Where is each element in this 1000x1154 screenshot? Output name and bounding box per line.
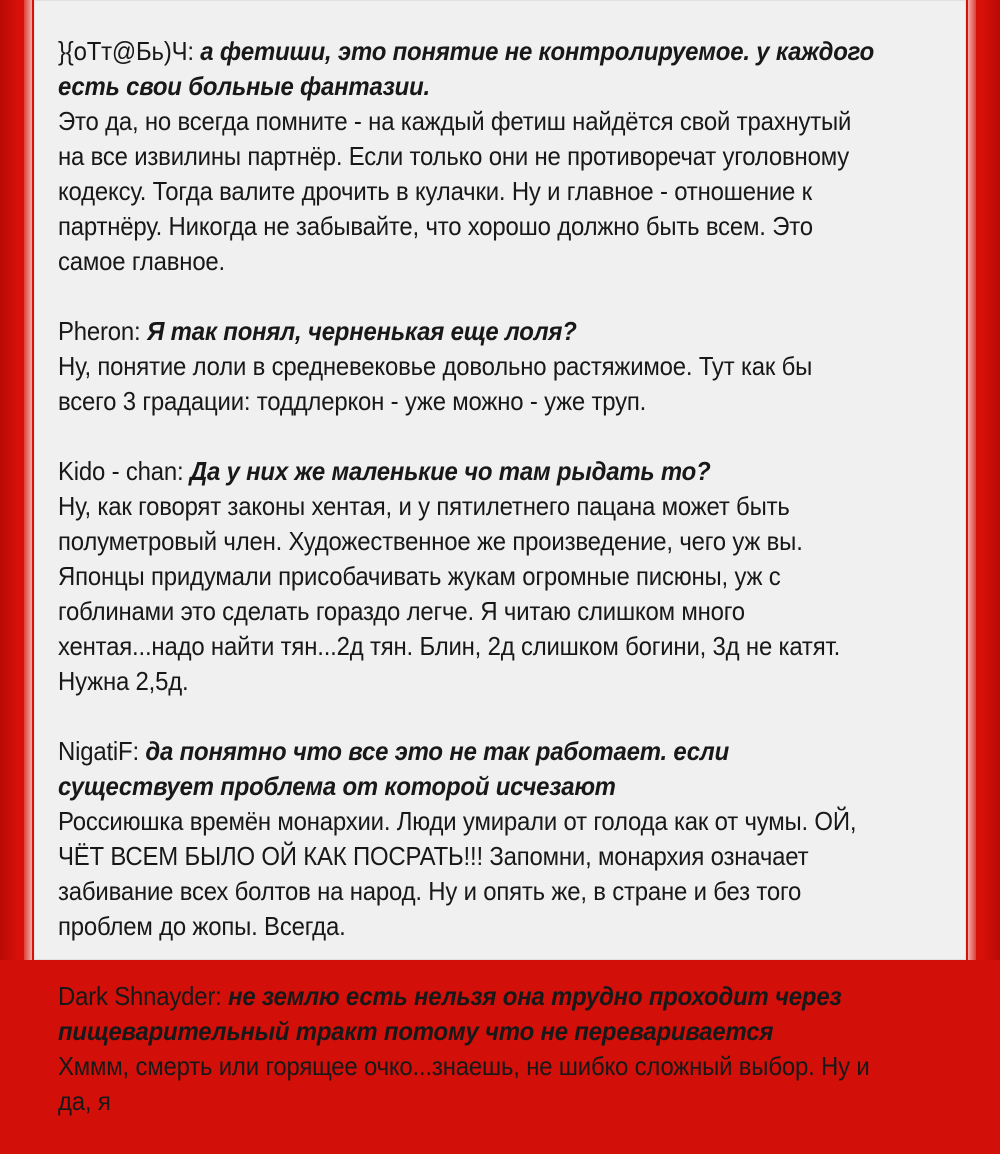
quoted-text: Я так понял, черненькая еще лоля? [146, 316, 577, 346]
comment-entry-4 [58, 734, 877, 944]
quoted-comment-4 [58, 734, 877, 804]
quoted-comment-5 [58, 979, 877, 1049]
comment-entry-5 [58, 979, 877, 1119]
comment-entry-3 [58, 454, 877, 699]
comment-author: Kido - chan: [58, 456, 184, 486]
quoted-text: да понятно что все это не так работает. если существует проблема от которой исчезают [58, 736, 730, 801]
text-panel [34, 0, 966, 1116]
comment-thread [58, 34, 877, 1154]
quoted-text: а фетиши, это понятие не контролируемое. у каждого есть свои больные фантазии. [58, 36, 875, 101]
reply-text: Ну, как говорят законы хентая, и у пятилетнего пацана может быть полуметровый член. Художественное же произведение, чего уж вы. Японцы придумали присобачивать жукам огромные писюны, уж с гоблинами это сделать гораздо легче. Я читаю слишком много хентая...надо найти тян...2д тян. Блин, 2д слишком богини, 3д не катят. Нужна 2,5д. [58, 491, 841, 696]
quoted-text: не землю есть нельзя она трудно проходит через пищеварительный тракт потому что не переваривается [58, 981, 842, 1046]
reply-text: Хммм, смерть или горящее очко...знаешь, не шибко сложный выбор. Ну и да, я [58, 1051, 870, 1116]
reply-text: Россиюшка времён монархии. Люди умирали от голода как от чумы. ОЙ, ЧЁТ ВСЕМ БЫЛО ОЙ КАК ПОСРАТЬ!!! Запомни, монархия означает забивание всех болтов на народ. Ну и опять же, в стране и без того проблем до жопы. Всегда. [58, 806, 857, 941]
comment-author: Pheron: [58, 316, 141, 346]
comment-author: Dark Shnayder: [58, 981, 222, 1011]
comment-entry-1 [58, 34, 877, 279]
quoted-text: Да у них же маленькие чо там рыдать то? [189, 456, 711, 486]
comment-author: }{оТт@Бь)Ч: [58, 36, 194, 66]
comment-entry-2 [58, 314, 877, 419]
quoted-comment-2 [58, 314, 877, 349]
comment-author: NigatiF: [58, 736, 139, 766]
reply-text: Это да, но всегда помните - на каждый фетиш найдётся свой трахнутый на все извилины партнёр. Если только они не противоречат уголовному кодексу. Тогда валите дрочить в кулачки. Ну и главное - отношение к партнёру. Никогда не забывайте, что хорошо должно быть всем. Это самое главное. [58, 106, 852, 276]
reply-text: Ну, понятие лоли в средневековье довольно растяжимое. Тут как бы всего 3 градации: тоддлеркон - уже можно - уже труп. [58, 351, 813, 416]
quoted-comment-1 [58, 34, 877, 104]
quoted-comment-3 [58, 454, 877, 489]
